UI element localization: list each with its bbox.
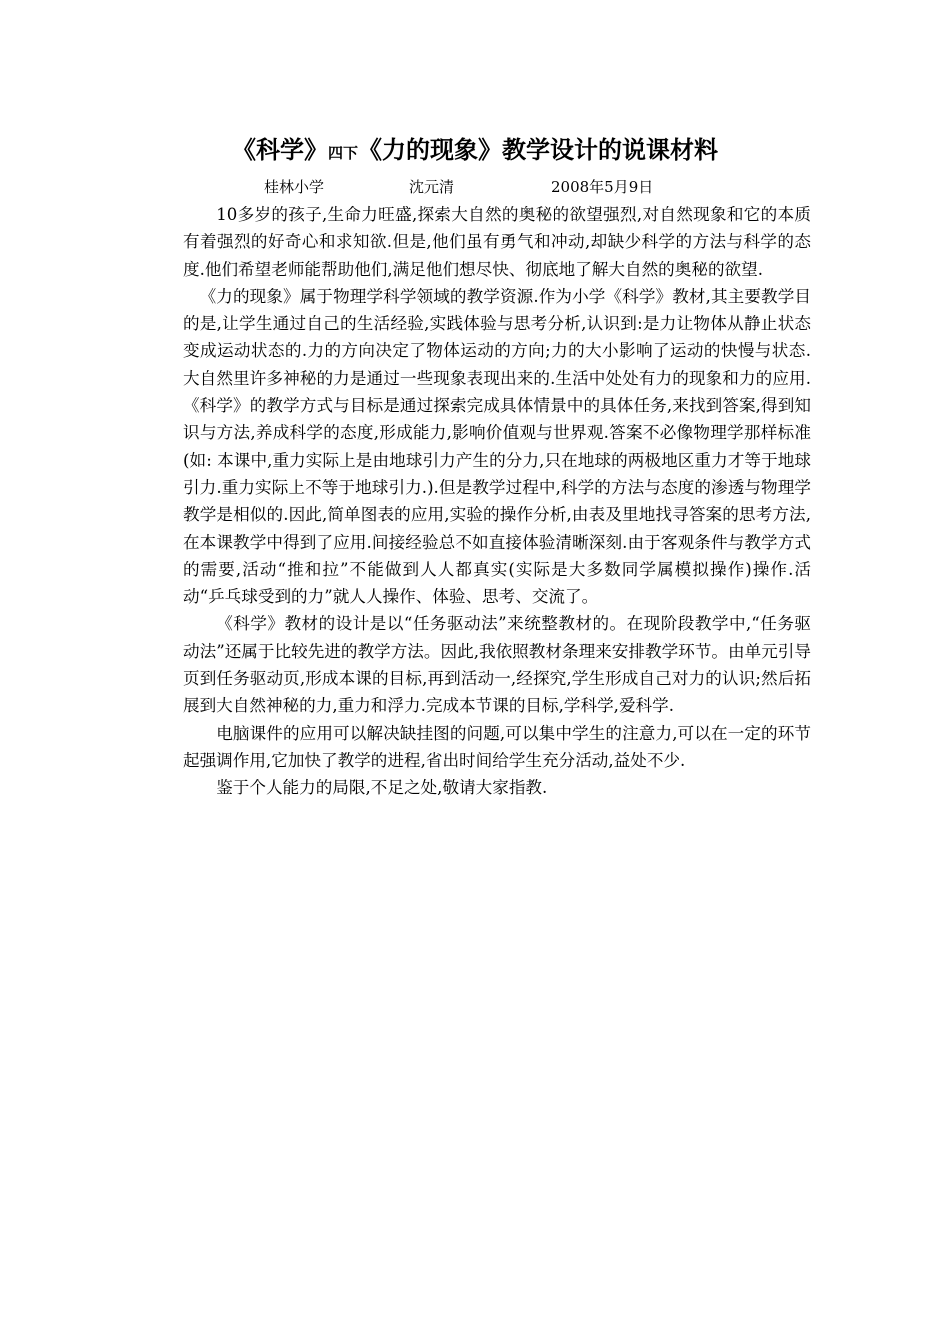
- school-name: 桂林小学: [264, 178, 325, 196]
- paragraph-2: 《力的现象》属于物理学科学领域的教学资源.作为小学《科学》教材,其主要教学目的是,让学生通过自己的生活经验,实践体验与思考分析,认识到:是力让物体从静止状态变成运动状态的.力的方向决定了物体运动的方向;力的大小影响了运动的快慢与状态.大自然里许多神秘的力是通过一些现象表现出来的.生活中处处有力的现象和力的应用.《科学》的教学方式与目标是通过探索完成具体情景中的具体任务,来找到答案,得到知识与方法,养成科学的态度,形成能力,影响价值观与世界观.答案不必像物理学那样标准(如: 本课中,重力实际上是由地球引力产生的分力,只在地球的两极地区重力才等于地球引力.重力实际上不等于地球引力.).但是教学过程中,科学的方法与态度的渗透与物理学教学是相似的.因此,简单图表的应用,实验的操作分析,由表及里地找寻答案的思考方法,在本课教学中得到了应用.间接经验总不如直接体验清晰深刻.由于客观条件与教学方式的需要,活动“推和拉”不能做到人人都真实(实际是大多数同学属模拟操作)操作.活动“乒乓球受到的力”就人人操作、体验、思考、交流了。: [183, 286, 811, 607]
- page-title: [0, 133, 950, 170]
- paragraph-1: 10多岁的孩子,生命力旺盛,探索大自然的奥秘的欲望强烈,对自然现象和它的本质有着强烈的好奇心和求知欲.但是,他们虽有勇气和冲动,却缺少科学的方法与科学的态度.他们希望老师能帮助他们,满足他们想尽快、彻底地了解大自然的奥秘的欲望.: [183, 205, 811, 279]
- paragraph-4: 电脑课件的应用可以解决缺挂图的问题,可以集中学生的注意力,可以在一定的环节起强调作用,它加快了教学的进程,省出时间给学生充分活动,益处不少.: [183, 723, 811, 770]
- title-part1: 《科学》: [231, 135, 328, 164]
- title-part2: 《力的现象》教学设计的说课材料: [358, 135, 718, 164]
- body-text: [183, 201, 811, 802]
- document-date: 2008年5月9日: [551, 178, 654, 196]
- paragraph-3: 《科学》教材的设计是以“任务驱动法”来统整教材的。在现阶段教学中,“任务驱动法”还属于比较先进的教学方法。因此,我依照教材条理来安排教学环节。由单元引导页到任务驱动页,形成本课的目标,再到活动一,经探究,学生形成自己对力的认识;然后拓展到大自然神秘的力,重力和浮力.完成本节课的目标,学科学,爱科学.: [183, 614, 811, 716]
- author-name: 沈元清: [409, 178, 455, 196]
- title-grade: 四下: [327, 144, 358, 162]
- paragraph-5: 鉴于个人能力的局限,不足之处,敬请大家指教.: [216, 778, 548, 798]
